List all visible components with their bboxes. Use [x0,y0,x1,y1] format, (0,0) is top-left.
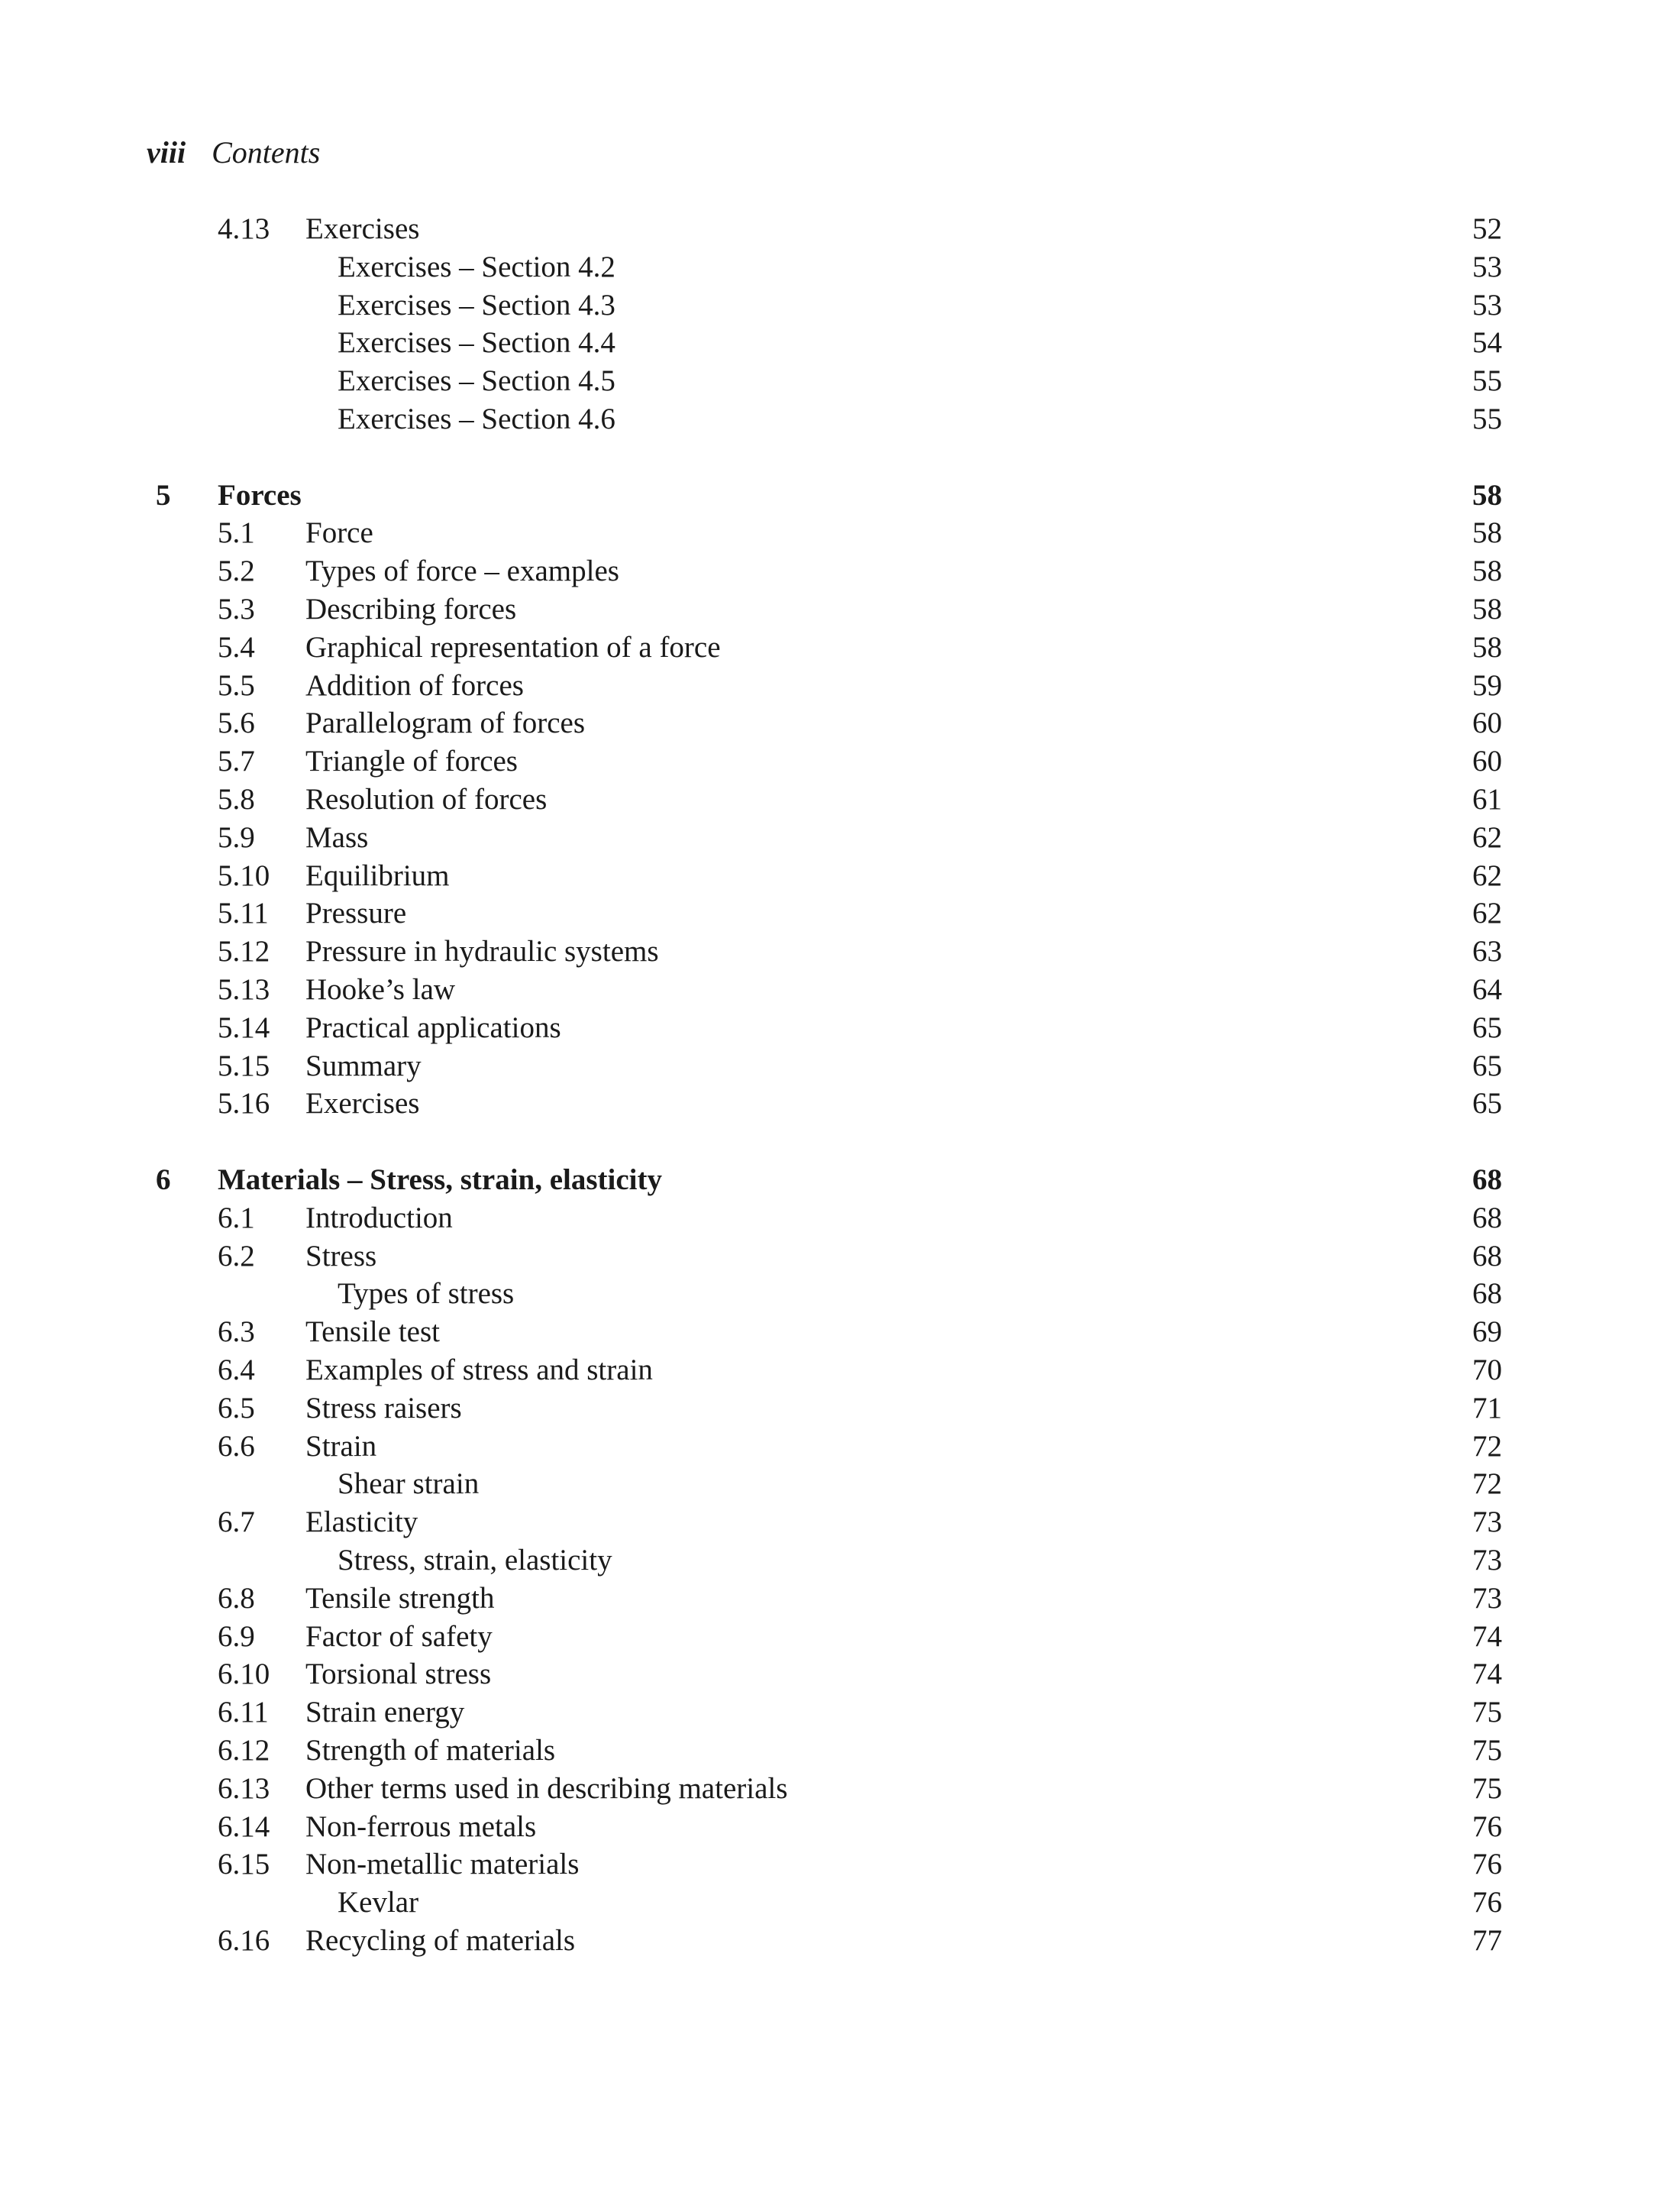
section-number: 6.12 [218,1734,270,1767]
page-number: 70 [1472,1353,1502,1386]
section-number: 6.14 [218,1810,270,1843]
section-title: Stress raisers [305,1392,462,1425]
chapter-title: Forces [218,479,302,512]
page-number: 76 [1472,1810,1502,1843]
toc-section-row [0,1580,1680,1618]
section-title: Strength of materials [305,1734,556,1767]
chapter-number: 5 [156,479,171,512]
section-title: Exercises [305,1087,420,1120]
section-title: Non-metallic materials [305,1848,580,1881]
section-number: 5.1 [218,516,255,549]
page-number: 64 [1472,973,1502,1006]
toc-section-row [0,742,1680,781]
page-number: 72 [1472,1467,1502,1500]
page-number: 58 [1472,593,1502,626]
section-title: Describing forces [305,593,517,626]
page-number: 53 [1472,251,1502,283]
section-title: Tensile test [305,1315,440,1348]
subentry-title: Exercises – Section 4.6 [338,403,615,435]
page-number: 54 [1472,326,1502,359]
toc-section-row [0,819,1680,857]
section-title: Stress [305,1240,377,1273]
section-title: Factor of safety [305,1620,493,1653]
page-number: 60 [1472,745,1502,778]
section-number: 6.7 [218,1506,255,1538]
toc-subentry-row [0,1465,1680,1503]
section-number: 6.3 [218,1315,255,1348]
section-title: Strain [305,1430,377,1463]
running-head [147,130,320,176]
toc-section-row [0,1655,1680,1693]
page-number: 58 [1472,516,1502,549]
toc-section-row [0,514,1680,552]
page-number: 58 [1472,555,1502,587]
section-number: 6.15 [218,1848,270,1881]
section-number: 5.3 [218,593,255,626]
section-title: Addition of forces [305,669,524,702]
page-number: 77 [1472,1924,1502,1957]
toc-subentry-row [0,400,1680,438]
section-title: Strain energy [305,1696,465,1729]
page-number: 76 [1472,1848,1502,1881]
page-number: 74 [1472,1620,1502,1653]
toc-section-row [0,1922,1680,1960]
page-number: 75 [1472,1734,1502,1767]
section-title: Graphical representation of a force [305,631,721,664]
toc-subentry-row [0,324,1680,362]
toc-section-row [0,1503,1680,1541]
page-number: 65 [1472,1049,1502,1082]
subentry-title: Exercises – Section 4.4 [338,326,615,359]
section-title: Hooke’s law [305,973,456,1006]
toc-section-row [0,590,1680,629]
subentry-title: Kevlar [338,1886,419,1919]
page-number: 55 [1472,403,1502,435]
toc-section-row [0,1047,1680,1085]
page-number: 73 [1472,1544,1502,1577]
section-number: 5.2 [218,555,255,587]
toc-subentry-row [0,362,1680,400]
page-number: 65 [1472,1011,1502,1044]
section-title: Recycling of materials [305,1924,576,1957]
page-number: 75 [1472,1772,1502,1805]
toc-section-row [0,894,1680,933]
toc-section-row [0,704,1680,742]
section-number: 6.11 [218,1696,269,1729]
toc-subentry-row [0,1884,1680,1922]
section-title: Summary [305,1049,422,1082]
page-number: 62 [1472,897,1502,930]
section-number: 6.1 [218,1201,255,1234]
section-number: 6.6 [218,1430,255,1463]
section-title: Torsional stress [305,1658,492,1690]
page-number: 68 [1472,1240,1502,1273]
page-number: 58 [1472,631,1502,664]
section-title: Parallelogram of forces [305,707,586,739]
page-number: 68 [1472,1201,1502,1234]
toc-section-row [0,1693,1680,1732]
section-number: 5.5 [218,669,255,702]
toc-subentry-row [0,248,1680,286]
toc-section-row [0,1351,1680,1389]
toc-section-row [0,1199,1680,1237]
toc-section-row [0,629,1680,667]
page-number: 71 [1472,1392,1502,1425]
page-number: 69 [1472,1315,1502,1348]
section-title: Exercises [305,212,420,245]
page-number: 65 [1472,1087,1502,1120]
toc-section-row [0,1428,1680,1466]
section-title: Types of force – examples [305,555,619,587]
page-number: 59 [1472,669,1502,702]
toc-subentry-row [0,1541,1680,1580]
toc-section-row [0,552,1680,590]
page-number: 74 [1472,1658,1502,1690]
section-title: Examples of stress and strain [305,1353,653,1386]
toc-section-row [0,1009,1680,1047]
toc-chapter-row [0,1161,1680,1199]
chapter-number: 6 [156,1163,171,1196]
section-number: 5.8 [218,783,255,816]
toc-chapter-row [0,477,1680,515]
section-title: Pressure [305,897,407,930]
subentry-title: Stress, strain, elasticity [338,1544,612,1577]
subentry-title: Types of stress [338,1277,515,1310]
section-number: 5.14 [218,1011,270,1044]
page-number: 55 [1472,364,1502,397]
page-number: 72 [1472,1430,1502,1463]
section-title: Triangle of forces [305,745,518,778]
toc-section-row [0,1313,1680,1351]
page-number: 62 [1472,859,1502,892]
page-number: 73 [1472,1506,1502,1538]
chapter-title: Materials – Stress, strain, elasticity [218,1163,662,1196]
page-number: 75 [1472,1696,1502,1729]
section-title: Equilibrium [305,859,450,892]
toc-section-row [0,933,1680,971]
section-title: Pressure in hydraulic systems [305,935,659,968]
toc-section-row [0,667,1680,705]
section-number: 4.13 [218,212,270,245]
section-title: Practical applications [305,1011,561,1044]
page-number: 61 [1472,783,1502,816]
toc-section-row [0,1770,1680,1808]
page-number: 53 [1472,289,1502,322]
section-title: Elasticity [305,1506,418,1538]
toc-section-row [0,1732,1680,1770]
section-title: Resolution of forces [305,783,548,816]
toc-section-row [0,857,1680,895]
toc-subentry-row [0,1275,1680,1313]
page-number: 76 [1472,1886,1502,1919]
section-number: 5.11 [218,897,269,930]
page-number: 58 [1472,479,1502,512]
section-title: Force [305,516,373,549]
toc-section-row [0,210,1680,248]
page-number: 68 [1472,1163,1502,1196]
page-number: 52 [1472,212,1502,245]
section-number: 6.10 [218,1658,270,1690]
section-number: 6.9 [218,1620,255,1653]
section-number: 6.8 [218,1582,255,1615]
subentry-title: Exercises – Section 4.3 [338,289,615,322]
toc-section-row [0,1389,1680,1428]
section-number: 5.6 [218,707,255,739]
section-number: 6.4 [218,1353,255,1386]
subentry-title: Exercises – Section 4.5 [338,364,615,397]
section-number: 6.13 [218,1772,270,1805]
page-number: 68 [1472,1277,1502,1310]
section-number: 6.16 [218,1924,270,1957]
section-title: Non-ferrous metals [305,1810,537,1843]
section-number: 5.7 [218,745,255,778]
page-number: 63 [1472,935,1502,968]
page-folio: viii [147,135,186,170]
toc-section-row [0,971,1680,1009]
section-number: 5.4 [218,631,255,664]
subentry-title: Exercises – Section 4.2 [338,251,615,283]
section-number: 6.2 [218,1240,255,1273]
section-number: 5.9 [218,821,255,854]
section-number: 5.10 [218,859,270,892]
toc-section-row [0,1845,1680,1884]
toc-section-row [0,1237,1680,1276]
section-number: 5.13 [218,973,270,1006]
section-number: 5.12 [218,935,270,968]
section-title: Tensile strength [305,1582,495,1615]
section-title: Other terms used in describing materials [305,1772,788,1805]
page-number: 60 [1472,707,1502,739]
running-head-title: Contents [212,135,321,170]
section-number: 5.15 [218,1049,270,1082]
section-number: 6.5 [218,1392,255,1425]
toc-section-row [0,781,1680,819]
section-title: Mass [305,821,369,854]
toc-section-row [0,1808,1680,1846]
toc-subentry-row [0,286,1680,325]
toc-section-row [0,1085,1680,1123]
subentry-title: Shear strain [338,1467,480,1500]
section-title: Introduction [305,1201,453,1234]
section-number: 5.16 [218,1087,270,1120]
page-number: 62 [1472,821,1502,854]
toc-section-row [0,1618,1680,1656]
page-number: 73 [1472,1582,1502,1615]
